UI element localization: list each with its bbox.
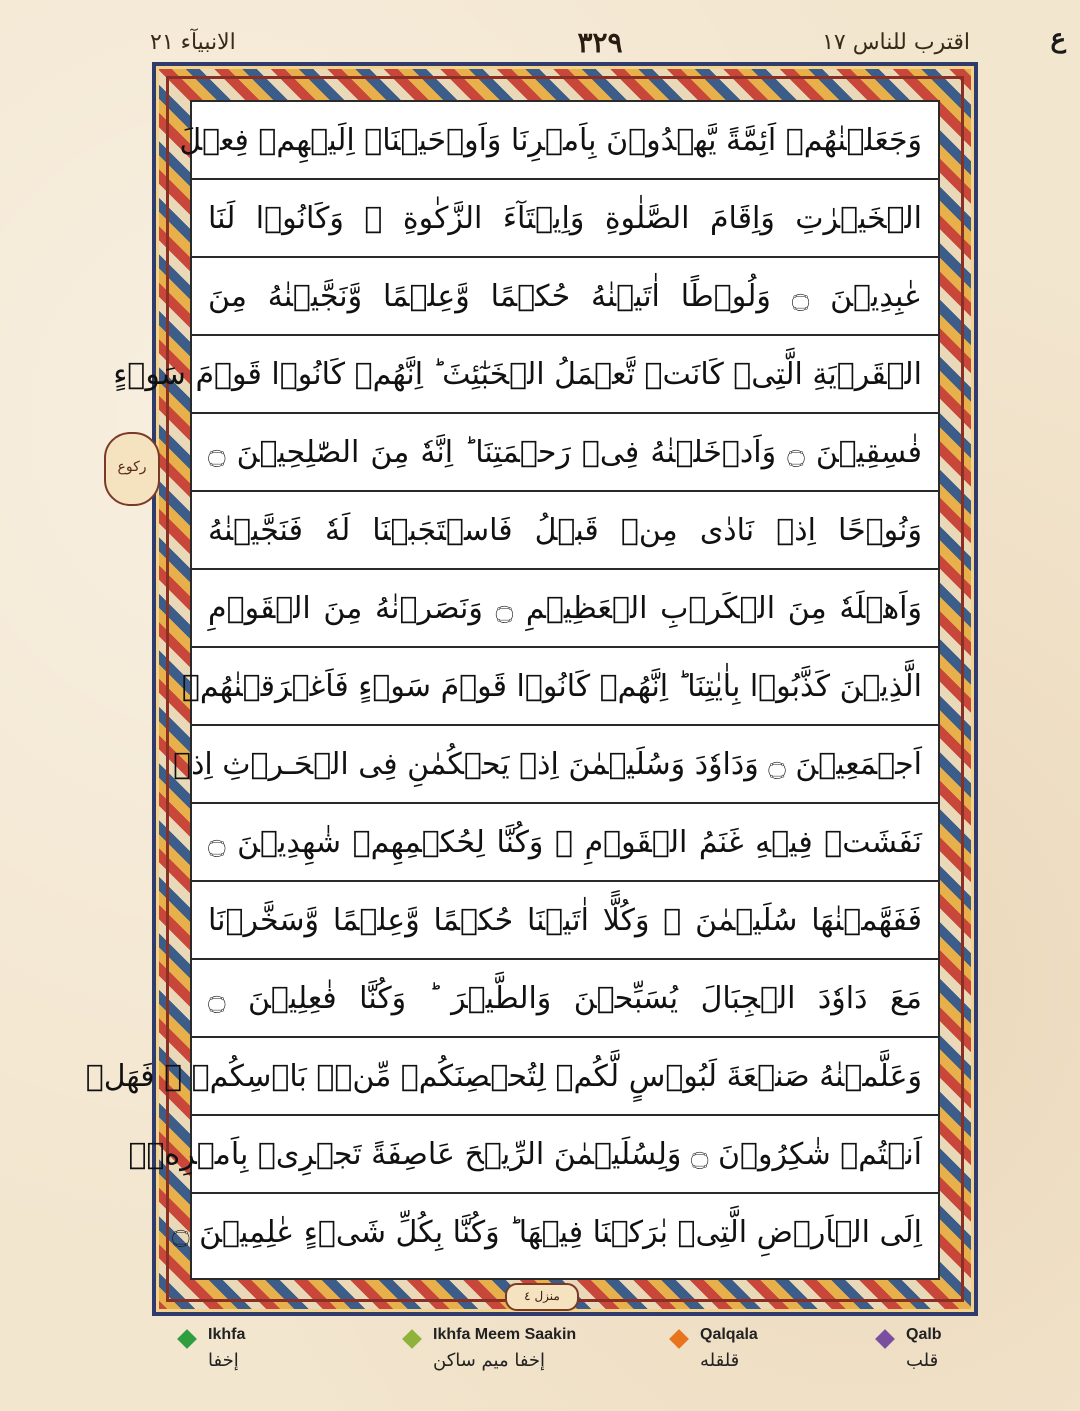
qalqala-diamond-icon — [669, 1329, 689, 1349]
legend-label-ar: إخفا میم ساکن — [433, 1350, 546, 1371]
legend-label-ar: قلقله — [700, 1350, 740, 1371]
verse-line: وَنُوۡحًا اِذۡ نَادٰى مِنۡ قَبۡلُ فَاسۡتَجَبۡنَا لَهٗ فَنَجَّيۡنٰهُ — [192, 492, 938, 570]
verse-line: اَنۡتُمۡ شٰكِرُوۡنَ ۝ وَلِسُلَيۡمٰنَ الرِّيۡحَ عَاصِفَةً تَجۡرِىۡ بِاَمۡرِهٖۤ — [192, 1116, 938, 1194]
ikhfa-diamond-icon — [177, 1329, 197, 1349]
page-header — [150, 26, 1050, 66]
para-name: اقترب للناس ١٧ — [822, 30, 970, 55]
corner-mark: ع — [1050, 24, 1066, 54]
legend-label-ar: إخفا — [208, 1350, 239, 1371]
qalb-diamond-icon — [875, 1329, 895, 1349]
ruku-marker: رکوع — [104, 432, 160, 506]
ikhfa-meem-diamond-icon — [402, 1329, 422, 1349]
verse-line: وَاَهۡلَهٗ مِنَ الۡكَرۡبِ الۡعَظِيۡمِ ۝ وَنَصَرۡنٰهُ مِنَ الۡقَوۡمِ — [192, 570, 938, 648]
verse-line: مَعَ دَاوٗدَ الۡجِبَالَ يُسَبِّحۡنَ وَالطَّيۡرَ ؕ وَكُنَّا فٰعِلِيۡنَ ۝ — [192, 960, 938, 1038]
verse-line: الۡخَيۡرٰتِ وَاِقَامَ الصَّلٰوةِ وَاِيۡتَآءَ الزَّكٰوةِ ۚ وَكَانُوۡا لَنَا — [192, 180, 938, 258]
verse-line: الۡقَرۡيَةِ الَّتِىۡ كَانَتۡ تَّعۡمَلُ الۡخَبٰٓئِثَ ؕ اِنَّهُمۡ كَانُوۡا قَوۡمَ سَوۡءٍ — [192, 336, 938, 414]
verse-line: وَجَعَلۡنٰهُمۡ اَئِمَّةً يَّهۡدُوۡنَ بِاَمۡرِنَا وَاَوۡحَيۡنَاۤ اِلَيۡهِمۡ فِعۡلَ — [192, 102, 938, 180]
surah-name: الانبیآء ٢١ — [150, 30, 236, 55]
verse-line: الَّذِيۡنَ كَذَّبُوۡا بِاٰيٰتِنَا ؕ اِنَّهُمۡ كَانُوۡا قَوۡمَ سَوۡءٍ فَاَغۡرَقۡنٰهُمۡ — [192, 648, 938, 726]
verse-line: اِلَى الۡاَرۡضِ الَّتِىۡ بٰرَكۡنَا فِيۡهَا ؕ وَكُنَّا بِكُلِّ شَىۡءٍ عٰلِمِيۡنَ ۝ — [172, 1215, 922, 1250]
legend-label-en: Qalqala — [700, 1326, 758, 1343]
verse-line: عٰبِدِيۡنَ ۝ وَلُوۡطًا اٰتَيۡنٰهُ حُكۡمًا وَّعِلۡمًا وَّنَجَّيۡنٰهُ مِنَ — [192, 258, 938, 336]
legend-label-en: Ikhfa — [208, 1326, 246, 1343]
verse-line: اَجۡمَعِيۡنَ ۝ وَدَاوٗدَ وَسُلَيۡمٰنَ اِذۡ يَحۡكُمٰنِ فِى الۡحَـرۡثِ اِذۡ — [192, 726, 938, 804]
manzil-marker: منزل ٤ — [505, 1283, 579, 1311]
page-number: ٣٢٩ — [577, 26, 623, 59]
verse-line: وَعَلَّمۡنٰهُ صَنۡعَةَ لَبُوۡسٍ لَّكُمۡ لِتُحۡصِنَكُمۡ مِّنۡۢ بَاۡسِكُمۡ ۚ فَهَلۡ — [192, 1038, 938, 1116]
legend-label-en: Qalb — [906, 1326, 942, 1343]
verse-line: فٰسِقِيۡنَ ۝ وَاَدۡخَلۡنٰهُ فِىۡ رَحۡمَتِنَا ؕ اِنَّهٗ مِنَ الصّٰلِحِيۡنَ ۝ — [192, 414, 938, 492]
legend-label-ar: قلب — [906, 1350, 939, 1371]
tajweed-legend — [0, 1326, 1080, 1406]
verse-line: فَفَهَّمۡنٰهَا سُلَيۡمٰنَ ۚ وَكُلًّا اٰتَيۡنَا حُكۡمًا وَّعِلۡمًا وَّسَخَّرۡنَا — [192, 882, 938, 960]
legend-label-en: Ikhfa Meem Saakin — [433, 1326, 577, 1343]
verse-line: نَفَشَتۡ فِيۡهِ غَنَمُ الۡقَوۡمِ ۚ وَكُنَّا لِحُكۡمِهِمۡ شٰهِدِيۡنَ ۝ — [192, 804, 938, 882]
